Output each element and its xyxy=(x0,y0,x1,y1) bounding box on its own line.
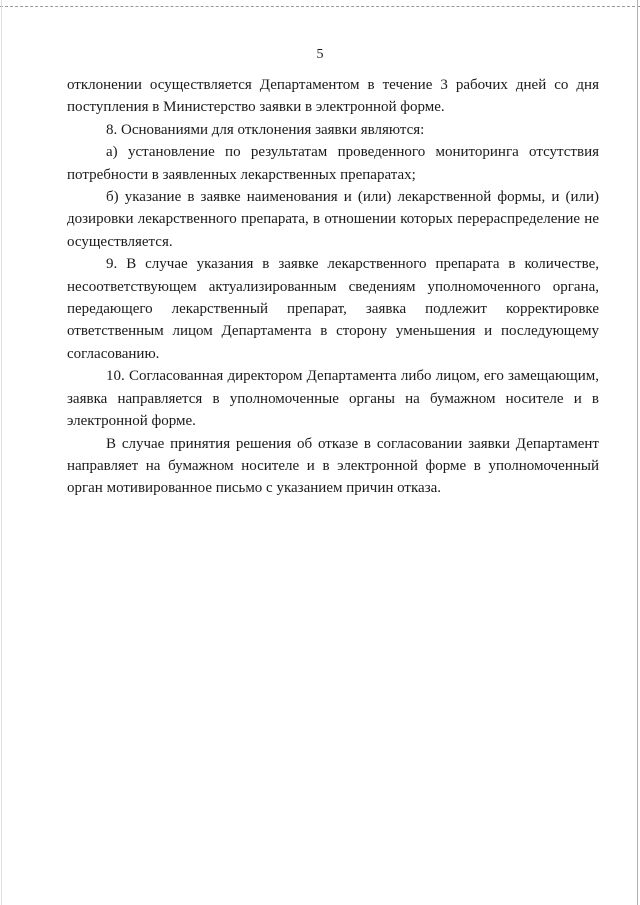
document-body xyxy=(67,74,599,500)
scan-edge-top xyxy=(0,6,640,7)
paragraph-item-8: 8. Основаниями для отклонения заявки являются: xyxy=(106,121,425,138)
paragraph-item-10: 10. Согласованная директором Департамента либо лицом, его замещающим, заявка направляется в уполномоченные органы на бумажном носителе и в электронной форме. xyxy=(67,368,599,430)
paragraph-continuation: отклонении осуществляется Департаментом в течение 3 рабочих дней со дня поступления в Министерство заявки в электронной форме. xyxy=(67,77,599,116)
paragraph-item-8b: б) указание в заявке наименования и (или) лекарственной формы, и (или) дозировки лекарственного препарата, в отношении которых перераспределение не осуществляется. xyxy=(67,189,599,250)
paragraph-refusal: В случае принятия решения об отказе в согласовании заявки Департамент направляет на бумажном носителе и в электронной форме в уполномоченный орган мотивированное письмо с указанием причин отказа. xyxy=(67,435,599,497)
scan-edge-left xyxy=(1,0,2,905)
paragraph-item-8a: а) установление по результатам проведенного мониторинга отсутствия потребности в заявленных лекарственных препаратах; xyxy=(67,144,599,183)
paragraph-item-9: 9. В случае указания в заявке лекарственного препарата в количестве, несоответствующем актуализированным сведениям уполномоченного органа, передающего лекарственный препарат, заявка подлежит корректировке ответственным лицом Департамента в сторону уменьшения и последующему согласованию. xyxy=(67,256,599,362)
scan-edge-right xyxy=(637,0,638,905)
page-number: 5 xyxy=(316,47,324,62)
